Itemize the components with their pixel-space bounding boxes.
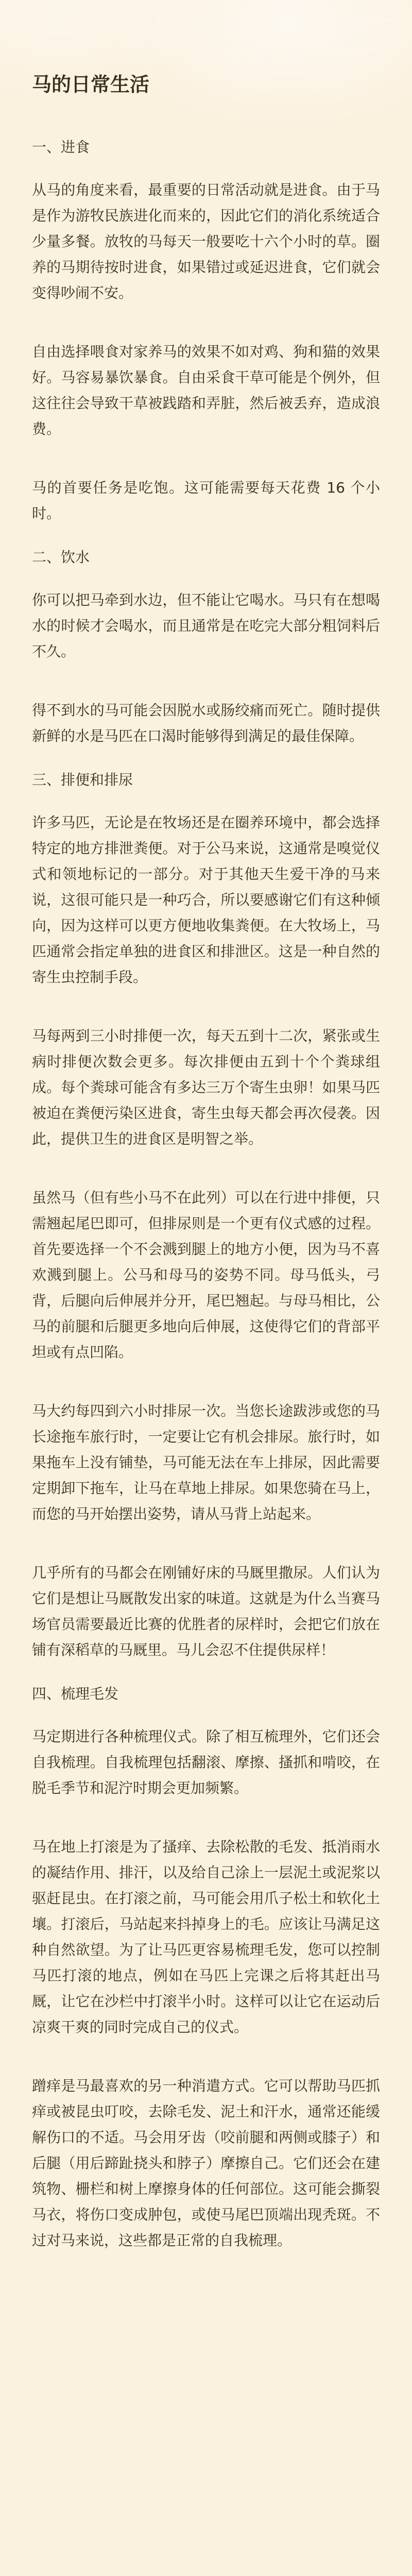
paragraph: 你可以把马牵到水边，但不能让它喝水。马只有在想喝水的时候才会喝水，而且通常是在吃完大部分粗饲料后不久。 [32, 591, 380, 660]
paragraph: 虽然马（但有些小马不在此列）可以在行进中排便，只需翘起尾巴即可，但排尿则是一个更有仪式感的过程。首先要选择一个不会溅到腿上的地方小便，因为马不喜欢溅到腿上。公马和母马的姿势不同。母马低头，弓背，后腿向后伸展并分开，尾巴翘起。与母马相比，公马的前腿和后腿更多地向后伸展，这使得它们的背部平坦或有点凹陷。 [32, 1189, 380, 1361]
paragraph: 马在地上打滚是为了搔痒、去除松散的毛发、抵消雨水的凝结作用、排汗，以及给自己涂上一层泥土或泥浆以驱赶昆虫。在打滚之前，马可能会用爪子松土和软化土壤。打滚后，马站起来抖掉身上的毛。应该让马满足这种自然欲望。为了让马匹更容易梳理毛发，您可以控制马匹打滚的地点，例如在马匹上完课之后将其赶出马厩，让它在沙栏中打滚半小时。这样可以让它在运动后凉爽干爽的同时完成自己的仪式。 [32, 1838, 380, 2036]
section-grooming [32, 1684, 380, 2253]
paragraph: 马大约每四到六小时排尿一次。当您长途跋涉或您的马长途拖车旅行时，一定要让它有机会排尿。旅行时，如果拖车上没有铺垫，马可能无法在车上排尿，因此需要定期卸下拖车，让马在草地上排尿。如果您骑在马上，而您的马开始摆出姿势，请从马背上站起来。 [32, 1402, 380, 1522]
section-drinking [32, 547, 380, 749]
page-title: 马的日常生活 [32, 73, 150, 96]
paragraph: 蹭痒是马最喜欢的另一种消遣方式。它可以帮助马匹抓痒或被昆虫叮咬，去除毛发、泥土和汗水，通常还能缓解伤口的不适。马会用牙齿（咬前腿和两侧或膝子）和后腿（用后蹄趾挠头和脖子）摩擦自己。它们还会在建筑物、栅栏和树上摩擦身体的任何部位。这可能会撕裂马衣，将伤口变成肿包，或使马尾巴顶端出现秃斑。不过对马来说，这些都是正常的自我梳理。 [32, 2077, 380, 2249]
paragraph: 马的首要任务是吃饱。这可能需要每天花费 16 个小时。 [32, 479, 380, 522]
paragraph: 马定期进行各种梳理仪式。除了相互梳理外，它们还会自我梳理。自我梳理包括翻滚、摩擦、搔抓和啃咬，在脱毛季节和泥泞时期会更加频繁。 [32, 1728, 380, 1797]
section-heading-eating: 一、进食 [32, 139, 90, 156]
paragraph: 几乎所有的马都会在刚铺好床的马厩里撒尿。人们认为它们是想让马厩散发出家的味道。这就是为什么当赛马场官员需要最近比赛的优胜者的尿样时，会把它们放在铺有深稻草的马厩里。马儿会忍不住提供尿样！ [32, 1564, 380, 1658]
section-excretion [32, 770, 380, 1663]
paragraph: 得不到水的马可能会因脱水或肠绞痛而死亡。随时提供新鲜的水是马匹在口渴时能够得到满足的最佳保障。 [32, 702, 380, 744]
section-heading-drinking: 二、饮水 [32, 549, 90, 566]
paragraph: 从马的角度来看，最重要的日常活动就是进食。由于马是作为游牧民族进化而来的，因此它们的消化系统适合少量多餐。放牧的马每天一般要吃十六个小时的草。圈养的马期待按时进食，如果错过或延迟进食，它们就会变得吵闹不安。 [32, 181, 380, 301]
paragraph: 许多马匹，无论是在牧场还是在圈养环境中，都会选择特定的地方排泄粪便。对于公马来说，这通常是嗅觉仪式和领地标记的一部分。对于其他天生爱干净的马来说，这很可能只是一种巧合，所以要感谢它们有这种倾向，因为这样可以更方便地收集粪便。在大牧场上，马匹通常会指定单独的进食区和排泄区。这是一种自然的寄生虫控制手段。 [32, 814, 380, 986]
section-eating [32, 137, 380, 527]
section-heading-excretion: 三、排便和排尿 [32, 771, 133, 788]
paragraph: 自由选择喂食对家养马的效果不如对鸡、狗和猫的效果好。马容易暴饮暴食。自由采食干草可能是个例外，但这往往会导致干草被践踏和弄脏，然后被丢弃，造成浪费。 [32, 343, 380, 437]
section-heading-grooming: 四、梳理毛发 [32, 1685, 119, 1702]
paragraph: 马每两到三小时排便一次，每天五到十二次，紧张或生病时排便次数会更多。每次排便由五到十个个粪球组成。每个粪球可能含有多达三万个寄生虫卵！如果马匹被迫在粪便污染区进食，寄生虫每天都会再次侵袭。因此，提供卫生的进食区是明智之举。 [32, 1027, 380, 1147]
